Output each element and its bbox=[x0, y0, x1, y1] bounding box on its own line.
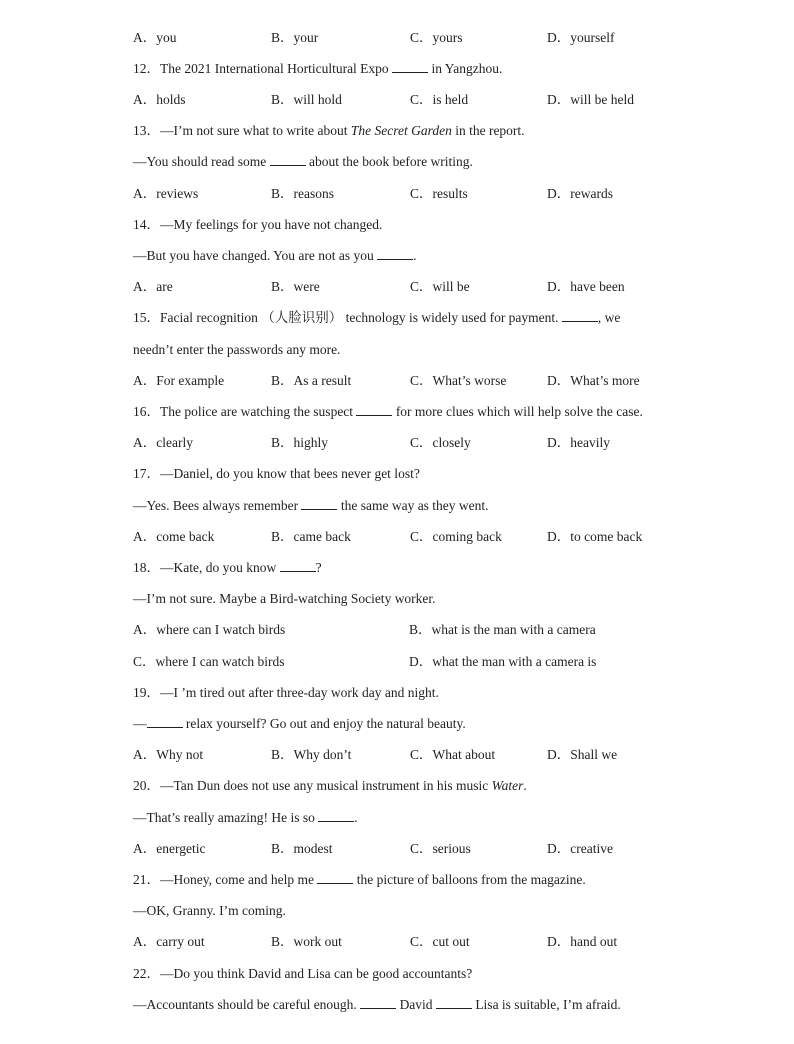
q22-response: —Accountants should be careful enough. David Lisa is suitable, I’m afraid. bbox=[133, 997, 621, 1012]
q21-stem: 21．—Honey, come and help me the picture of balloons from the magazine. bbox=[133, 872, 586, 887]
q20-option-c[interactable]: C．serious bbox=[410, 841, 471, 856]
answer-blank bbox=[270, 153, 306, 166]
q19-response: — relax yourself? Go out and enjoy the natural beauty. bbox=[133, 716, 466, 731]
q11-options bbox=[133, 29, 693, 47]
q12-option-a[interactable]: A．holds bbox=[133, 92, 186, 107]
q21-option-a[interactable]: A．carry out bbox=[133, 934, 205, 949]
answer-blank bbox=[317, 871, 353, 884]
q12-options bbox=[133, 91, 693, 109]
q20-options bbox=[133, 840, 693, 858]
answer-blank bbox=[392, 60, 428, 73]
q17-option-b[interactable]: B．came back bbox=[271, 529, 351, 544]
q17-options bbox=[133, 528, 693, 546]
q21-option-d[interactable]: D．hand out bbox=[547, 934, 618, 949]
q13-options bbox=[133, 185, 693, 203]
q14-option-c[interactable]: C．will be bbox=[410, 279, 470, 294]
q18-options-row2 bbox=[133, 653, 693, 671]
q13-stem: 13．—I’m not sure what to write about The Secret Garden in the report. bbox=[133, 123, 525, 138]
q17-option-a[interactable]: A．come back bbox=[133, 529, 215, 544]
q20-stem: 20．—Tan Dun does not use any musical instrument in his music Water. bbox=[133, 778, 527, 793]
q17-option-d[interactable]: D．to come back bbox=[547, 529, 643, 544]
q13-option-a[interactable]: A．reviews bbox=[133, 186, 199, 201]
q13-option-d[interactable]: D．rewards bbox=[547, 186, 613, 201]
q18-option-b[interactable]: B．what is the man with a camera bbox=[409, 622, 596, 637]
q20-response: —That’s really amazing! He is so . bbox=[133, 810, 358, 825]
answer-blank bbox=[147, 715, 183, 728]
q14-option-b[interactable]: B．were bbox=[271, 279, 320, 294]
q18-option-c[interactable]: C．where I can watch birds bbox=[133, 654, 285, 669]
q15-options bbox=[133, 372, 693, 390]
q15-option-c[interactable]: C．What’s worse bbox=[410, 373, 507, 388]
q19-option-d[interactable]: D．Shall we bbox=[547, 747, 618, 762]
answer-blank bbox=[562, 309, 598, 322]
q20-option-a[interactable]: A．energetic bbox=[133, 841, 206, 856]
q21-option-b[interactable]: B．work out bbox=[271, 934, 342, 949]
q18-response: —I’m not sure. Maybe a Bird-watching Society worker. bbox=[133, 591, 436, 606]
q18-option-a[interactable]: A．where can I watch birds bbox=[133, 622, 286, 637]
answer-blank bbox=[280, 559, 316, 572]
q16-option-b[interactable]: B．highly bbox=[271, 435, 329, 450]
q13-option-b[interactable]: B．reasons bbox=[271, 186, 334, 201]
q13-response: —You should read some about the book before writing. bbox=[133, 154, 473, 169]
q19-option-c[interactable]: C．What about bbox=[410, 747, 496, 762]
q11-option-b[interactable]: B．your bbox=[271, 30, 319, 45]
q16-option-c[interactable]: C．closely bbox=[410, 435, 471, 450]
answer-blank bbox=[436, 996, 472, 1009]
q18-option-d[interactable]: D．what the man with a camera is bbox=[409, 654, 597, 669]
q15-option-a[interactable]: A．For example bbox=[133, 373, 225, 388]
q19-options bbox=[133, 746, 693, 764]
q16-options bbox=[133, 434, 693, 452]
q17-response: —Yes. Bees always remember the same way as they went. bbox=[133, 498, 489, 513]
q15-stem-cont: needn’t enter the passwords any more. bbox=[133, 342, 341, 357]
q12-option-d[interactable]: D．will be held bbox=[547, 92, 634, 107]
answer-blank bbox=[360, 996, 396, 1009]
q16-option-a[interactable]: A．clearly bbox=[133, 435, 193, 450]
q15-option-b[interactable]: B．As a result bbox=[271, 373, 352, 388]
answer-blank bbox=[301, 497, 337, 510]
q12-stem: 12．The 2021 International Horticultural Expo in Yangzhou. bbox=[133, 61, 503, 76]
q12-option-b[interactable]: B．will hold bbox=[271, 92, 342, 107]
q19-stem: 19．—I ’m tired out after three-day work day and night. bbox=[133, 685, 439, 700]
q17-stem: 17．—Daniel, do you know that bees never get lost? bbox=[133, 466, 420, 481]
answer-blank bbox=[377, 247, 413, 260]
q16-stem: 16．The police are watching the suspect for more clues which will help solve the case. bbox=[133, 404, 643, 419]
q17-option-c[interactable]: C．coming back bbox=[410, 529, 502, 544]
q15-option-d[interactable]: D．What’s more bbox=[547, 373, 640, 388]
q14-option-d[interactable]: D．have been bbox=[547, 279, 625, 294]
q11-option-a[interactable]: A．you bbox=[133, 30, 177, 45]
q19-option-b[interactable]: B．Why don’t bbox=[271, 747, 352, 762]
q20-option-b[interactable]: B．modest bbox=[271, 841, 333, 856]
q14-stem: 14．—My feelings for you have not changed. bbox=[133, 217, 383, 232]
q11-option-c[interactable]: C．yours bbox=[410, 30, 463, 45]
answer-blank bbox=[318, 809, 354, 822]
q21-options bbox=[133, 933, 693, 951]
q15-stem: 15．Facial recognition （人脸识别） technology is widely used for payment. , we bbox=[133, 310, 621, 325]
q14-options bbox=[133, 278, 693, 296]
q18-stem: 18．—Kate, do you know ? bbox=[133, 560, 322, 575]
q14-option-a[interactable]: A．are bbox=[133, 279, 173, 294]
q13-option-c[interactable]: C．results bbox=[410, 186, 468, 201]
q19-option-a[interactable]: A．Why not bbox=[133, 747, 204, 762]
q21-response: —OK, Granny. I’m coming. bbox=[133, 903, 286, 918]
q22-stem: 22．—Do you think David and Lisa can be good accountants? bbox=[133, 966, 473, 981]
q20-option-d[interactable]: D．creative bbox=[547, 841, 613, 856]
q18-options-row1 bbox=[133, 621, 693, 639]
q11-option-d[interactable]: D．yourself bbox=[547, 30, 615, 45]
q12-option-c[interactable]: C．is held bbox=[410, 92, 469, 107]
q21-option-c[interactable]: C．cut out bbox=[410, 934, 470, 949]
q16-option-d[interactable]: D．heavily bbox=[547, 435, 610, 450]
q14-response: —But you have changed. You are not as you . bbox=[133, 248, 417, 263]
answer-blank bbox=[356, 403, 392, 416]
